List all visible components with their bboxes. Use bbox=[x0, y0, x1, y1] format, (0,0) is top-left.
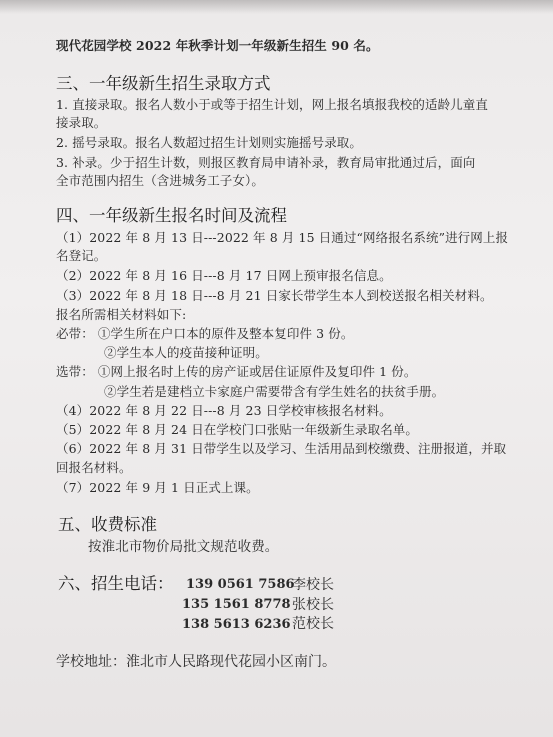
section3-line: 全市范围内招生（含进城务工子女）。 bbox=[56, 173, 264, 188]
school-address: 学校地址：淮北市人民路现代花园小区南门。 bbox=[56, 654, 336, 670]
section4-line: 报名所需相关材料如下: bbox=[56, 307, 187, 322]
section4-title: 四、一年级新生报名时间及流程 bbox=[56, 206, 287, 225]
section4-line: （4）2022 年 8 月 22 日---8 月 23 日学校审核报名材料。 bbox=[56, 403, 392, 418]
contact-phone: 139 0561 7586 bbox=[186, 577, 295, 592]
section4-line: （3）2022 年 8 月 18 日---8 月 21 日家长带学生本人到校送报名相关材料。 bbox=[56, 288, 493, 303]
section5-title: 五、收费标准 bbox=[58, 515, 157, 534]
section4-line: （2）2022 年 8 月 16 日---8 月 17 日网上预审报名信息。 bbox=[56, 268, 392, 283]
section4-line: ②学生本人的疫苗接种证明。 bbox=[104, 345, 268, 360]
section4-line: （6）2022 年 8 月 31 日带学生以及学习、生活用品到校缴费、注册报道，并取 bbox=[56, 441, 507, 456]
section5-body: 按淮北市物价局批文规范收费。 bbox=[88, 539, 279, 555]
contact-name: 范校长 bbox=[292, 616, 334, 632]
contact-phone: 138 5613 6236 bbox=[182, 617, 291, 632]
section4-line: 回报名材料。 bbox=[56, 460, 132, 475]
contact-name: 张校长 bbox=[292, 597, 334, 613]
section3-line: 2. 摇号录取。报名人数超过招生计划则实施摇号录取。 bbox=[56, 135, 363, 150]
page-shadow bbox=[0, 0, 553, 14]
section4-line: （7）2022 年 9 月 1 日正式上课。 bbox=[56, 480, 259, 495]
section3-title: 三、一年级新生招生录取方式 bbox=[56, 74, 271, 93]
section4-line: 必带： ①学生所在户口本的原件及整本复印件 3 份。 bbox=[56, 326, 354, 341]
section4-line: （1）2022 年 8 月 13 日---2022 年 8 月 15 日通过“网络报名系统”进行网上报 bbox=[56, 230, 509, 245]
section4-line: 选带： ①网上报名时上传的房产证或居住证原件及复印件 1 份。 bbox=[56, 364, 417, 379]
section6-title: 六、招生电话： bbox=[58, 574, 174, 593]
section3-line: 1. 直接录取。报名人数小于或等于招生计划，网上报名填报我校的适龄儿童直 bbox=[56, 97, 489, 112]
contact-name: 李校长 bbox=[292, 577, 334, 593]
section4-line: （5）2022 年 8 月 24 日在学校门口张贴一年级新生录取名单。 bbox=[56, 422, 418, 437]
section3-line: 3. 补录。少于招生计数，则报区教育局申请补录，教育局审批通过后，面向 bbox=[56, 155, 476, 170]
section3-line: 接录取。 bbox=[56, 115, 107, 130]
section4-line: 名登记。 bbox=[56, 248, 107, 263]
intro-text: 现代花园学校 2022 年秋季计划一年级新生招生 90 名。 bbox=[56, 38, 379, 53]
contact-phone: 135 1561 8778 bbox=[182, 597, 291, 612]
section4-line: ②学生若是建档立卡家庭户需要带含有学生姓名的扶贫手册。 bbox=[104, 384, 445, 399]
